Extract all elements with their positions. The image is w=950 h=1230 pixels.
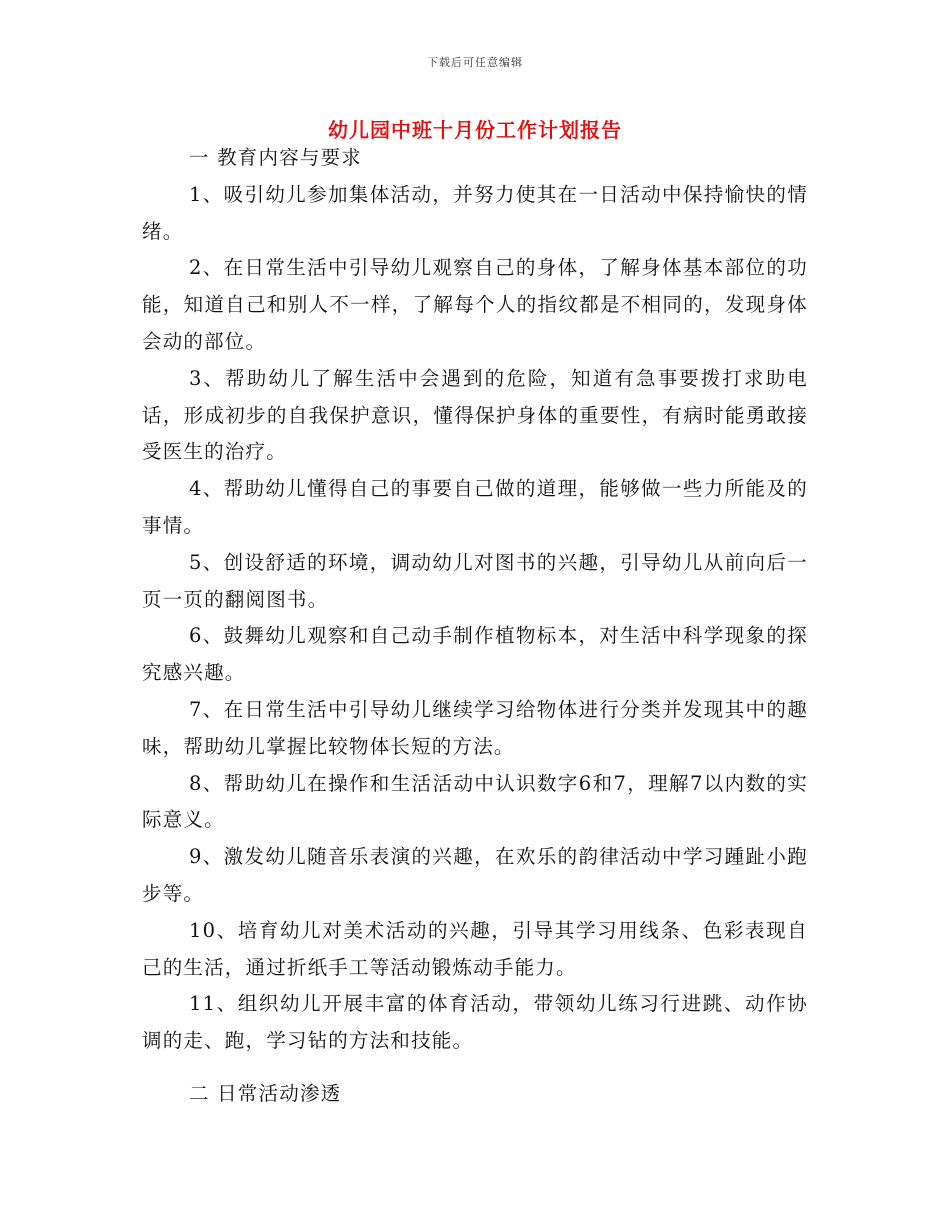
paragraph-5: 5、创设舒适的环境，调动幼儿对图书的兴趣，引导幼儿从前向后一页一页的翻阅图书。 — [142, 550, 808, 611]
section-heading-2: 二 日常活动渗透 — [189, 1081, 342, 1105]
document-body — [142, 140, 808, 1113]
paragraph-9: 9、激发幼儿随音乐表演的兴趣，在欢乐的韵律活动中学习踵趾小跑步等。 — [142, 845, 808, 905]
paragraph-3: 3、帮助幼儿了解生活中会遇到的危险，知道有急事要拨打求助电话，形成初步的自我保护意识，懂得保护身体的重要性，有病时能勇敢接受医生的治疗。 — [142, 366, 808, 464]
paragraph-7: 7、在日常生活中引导幼儿继续学习给物体进行分类并发现其中的趣味，帮助幼儿掌握比较物体长短的方法。 — [142, 697, 808, 758]
paragraph-11: 11、组织幼儿开展丰富的体育活动，带领幼儿练习行进跳、动作协调的走、跑，学习钻的方法和技能。 — [142, 992, 808, 1053]
paragraph-10: 10、培育幼儿对美术活动的兴趣，引导其学习用线条、色彩表现自己的生活，通过折纸手工等活动锻炼动手能力。 — [142, 918, 808, 979]
paragraph-6: 6、鼓舞幼儿观察和自己动手制作植物标本，对生活中科学现象的探究感兴趣。 — [142, 624, 808, 685]
section-heading-1: 一 教育内容与要求 — [189, 146, 362, 169]
document-title: 幼儿园中班十月份工作计划报告 — [328, 118, 622, 142]
paragraph-4: 4、帮助幼儿懂得自己的事要自己做的道理，能够做一些力所能及的事情。 — [142, 477, 808, 537]
paragraph-1: 1、吸引幼儿参加集体活动，并努力使其在一日活动中保持愉快的情绪。 — [142, 182, 808, 243]
header-note: 下载后可任意编辑 — [427, 56, 523, 69]
paragraph-8: 8、帮助幼儿在操作和生活活动中认识数字6和7，理解7以内数的实际意义。 — [142, 771, 808, 832]
paragraph-2: 2、在日常生活中引导幼儿观察自己的身体，了解身体基本部位的功能，知道自己和别人不一样，了解每个人的指纹都是不相同的，发现身体会动的部位。 — [142, 256, 808, 353]
